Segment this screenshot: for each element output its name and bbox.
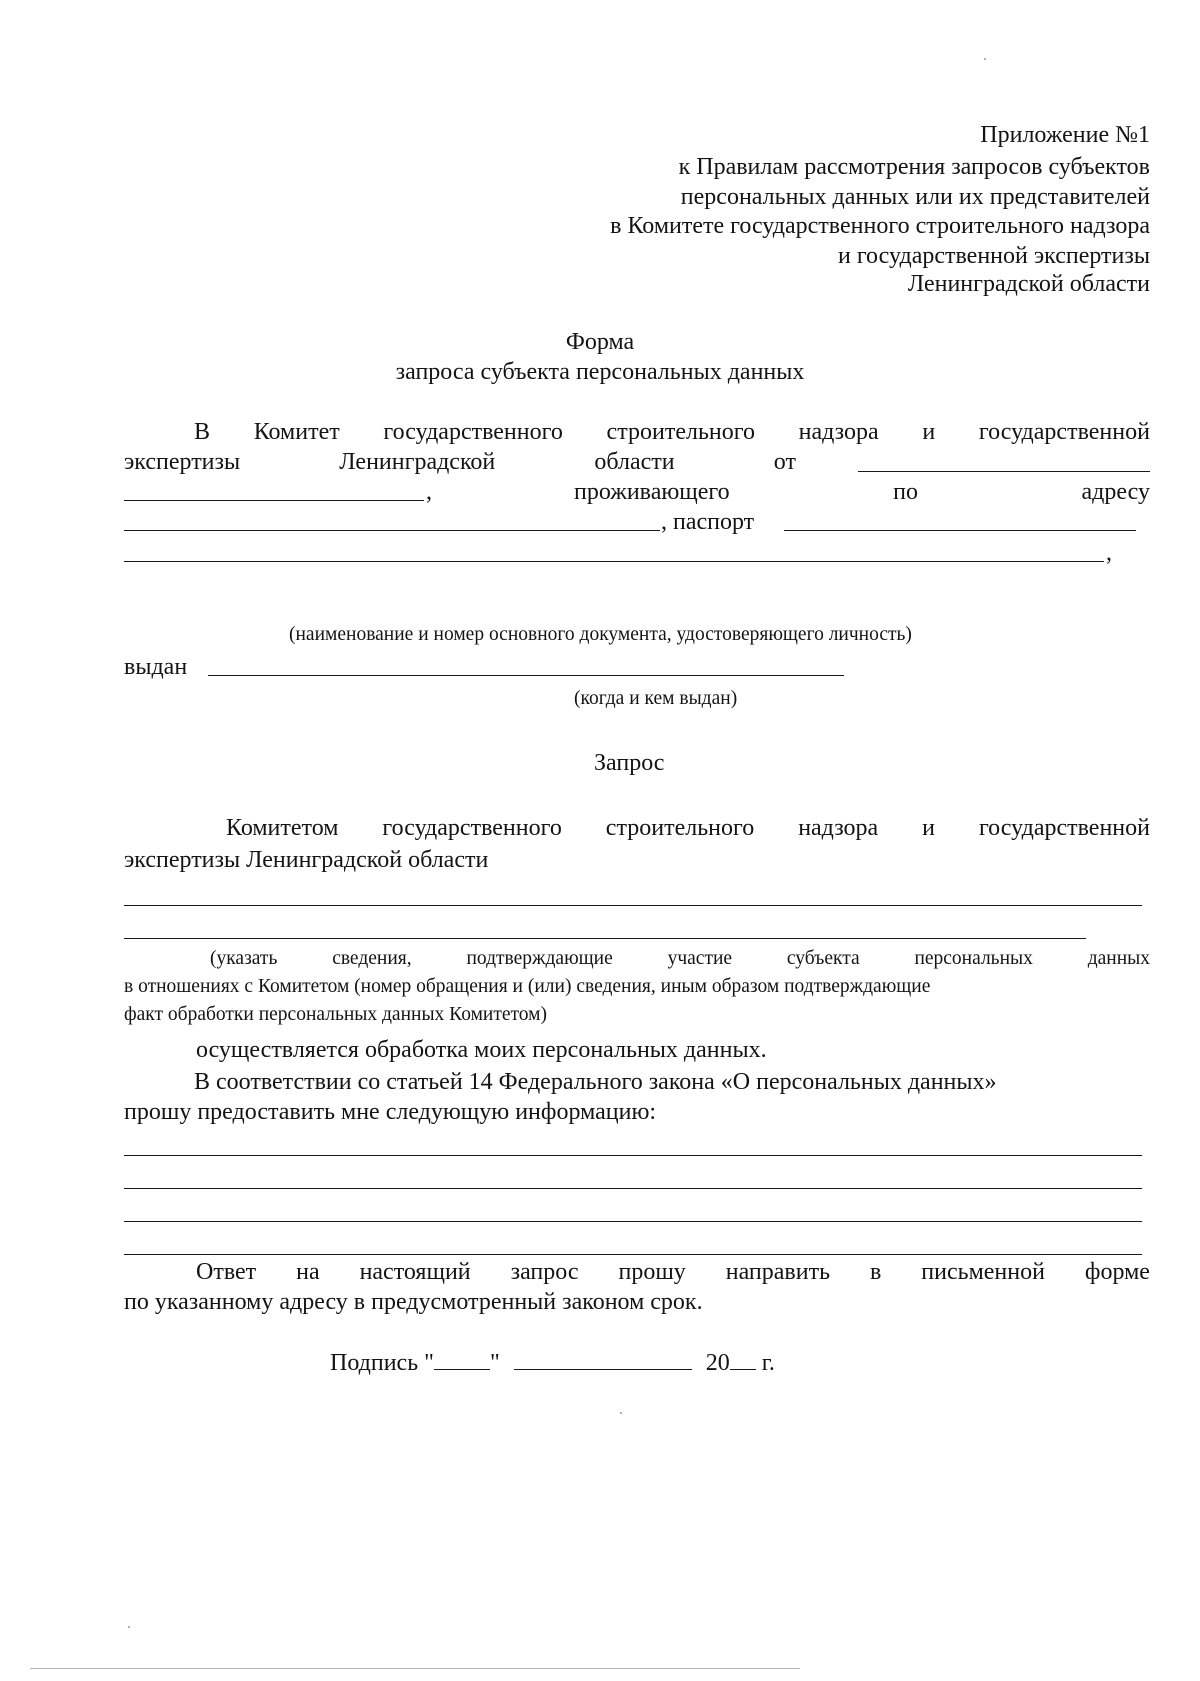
signature-label: Подпись " — [330, 1350, 434, 1376]
issued-label: выдан — [124, 654, 188, 680]
word: в — [870, 1259, 882, 1285]
request-line-1 — [226, 812, 1150, 844]
comma: , — [1106, 540, 1112, 566]
appendix-number: Приложение №1 — [980, 122, 1150, 148]
word: строительного — [606, 419, 755, 445]
word: государственной — [978, 419, 1150, 445]
request-line-2: экспертизы Ленинградской области — [124, 847, 489, 873]
appendix-line: персональных данных или их представителей — [680, 184, 1150, 210]
word: Комитет — [253, 419, 340, 445]
scan-speck — [620, 1412, 622, 1414]
word: прошу — [618, 1259, 686, 1285]
month-field[interactable] — [514, 1369, 692, 1370]
appendix-line: и государственной экспертизы — [837, 243, 1150, 269]
word: адресу — [1081, 479, 1150, 505]
residing-line — [574, 476, 1150, 508]
word: государственного — [383, 419, 563, 445]
form-subtitle: запроса субъекта персональных данных — [395, 359, 805, 385]
applicant-name-field[interactable] — [858, 471, 1150, 472]
note-line-1 — [210, 945, 1150, 972]
appendix-line: Ленинградской области — [907, 271, 1150, 297]
note-line-2: в отношениях с Комитетом (номер обращения и (или) сведения, иным образом подтверждающие — [124, 976, 931, 997]
appendix-line: к Правилам рассмотрения запросов субъектов — [678, 154, 1150, 180]
word: (указать — [210, 948, 278, 969]
word: направить — [725, 1259, 831, 1285]
word: надзора — [798, 815, 879, 841]
addressee-line-1 — [194, 416, 1150, 448]
word: В — [194, 419, 211, 445]
scan-speck — [128, 1626, 130, 1628]
comma: , — [426, 479, 432, 505]
day-field[interactable] — [434, 1369, 490, 1370]
answer-line-1 — [196, 1256, 1150, 1288]
word: по — [893, 479, 919, 505]
word: области — [594, 449, 675, 475]
word: форме — [1084, 1259, 1150, 1285]
word: от — [773, 449, 796, 475]
word: персональных — [914, 948, 1033, 969]
issued-field[interactable] — [208, 675, 844, 676]
processing-text: осуществляется обработка моих персональных данных. — [196, 1037, 767, 1063]
quote: " — [489, 1350, 500, 1376]
participation-field[interactable] — [124, 905, 1142, 906]
word: данных — [1087, 948, 1150, 969]
word: Ленинградской — [339, 449, 496, 475]
word: подтверждающие — [466, 948, 613, 969]
word: Комитетом — [226, 815, 339, 841]
word: запрос — [510, 1259, 579, 1285]
form-title: Форма — [565, 329, 635, 355]
word: государственной — [978, 815, 1150, 841]
word: письменной — [921, 1259, 1045, 1285]
appendix-line: в Комитете государственного строительного надзора — [610, 213, 1150, 239]
word: экспертизы — [124, 449, 241, 475]
info-field-4[interactable] — [124, 1254, 1142, 1255]
word: и — [922, 419, 936, 445]
request-heading: Запрос — [594, 750, 665, 776]
word: участие — [667, 948, 733, 969]
passport-label: , паспорт — [661, 509, 755, 535]
signature-line — [330, 1347, 775, 1379]
passport-details-field[interactable] — [124, 561, 1104, 562]
word: строительного — [605, 815, 755, 841]
law-line-1: В соответствии со статьей 14 Федерального закона «О персональных данных» — [194, 1069, 997, 1095]
scan-speck — [984, 58, 986, 60]
word: субъекта — [786, 948, 860, 969]
addressee-line-2 — [124, 446, 796, 478]
passport-field[interactable] — [784, 530, 1136, 531]
info-field-2[interactable] — [124, 1188, 1142, 1189]
word: настоящий — [359, 1259, 471, 1285]
issued-caption: (когда и кем выдан) — [574, 688, 738, 709]
year-field[interactable] — [730, 1369, 756, 1370]
info-field-3[interactable] — [124, 1221, 1142, 1222]
document-caption: (наименование и номер основного документа, удостоверяющего личность) — [289, 624, 912, 645]
law-line-2: прошу предоставить мне следующую информацию: — [124, 1099, 657, 1125]
word: надзора — [798, 419, 879, 445]
answer-line-2: по указанному адресу в предусмотренный законом срок. — [124, 1289, 703, 1315]
info-field-1[interactable] — [124, 1155, 1142, 1156]
participation-field-2[interactable] — [124, 938, 1086, 939]
word: Ответ — [196, 1259, 257, 1285]
address-field[interactable] — [124, 530, 660, 531]
word: сведения, — [332, 948, 412, 969]
word: проживающего — [574, 479, 730, 505]
year-prefix: 20 — [705, 1350, 730, 1376]
word: и — [922, 815, 935, 841]
word: на — [296, 1259, 320, 1285]
word: государственного — [382, 815, 562, 841]
applicant-name-field-cont[interactable] — [124, 500, 424, 501]
scan-edge-line — [30, 1668, 800, 1669]
year-suffix: г. — [755, 1350, 775, 1376]
note-line-3: факт обработки персональных данных Комитетом) — [124, 1004, 548, 1025]
